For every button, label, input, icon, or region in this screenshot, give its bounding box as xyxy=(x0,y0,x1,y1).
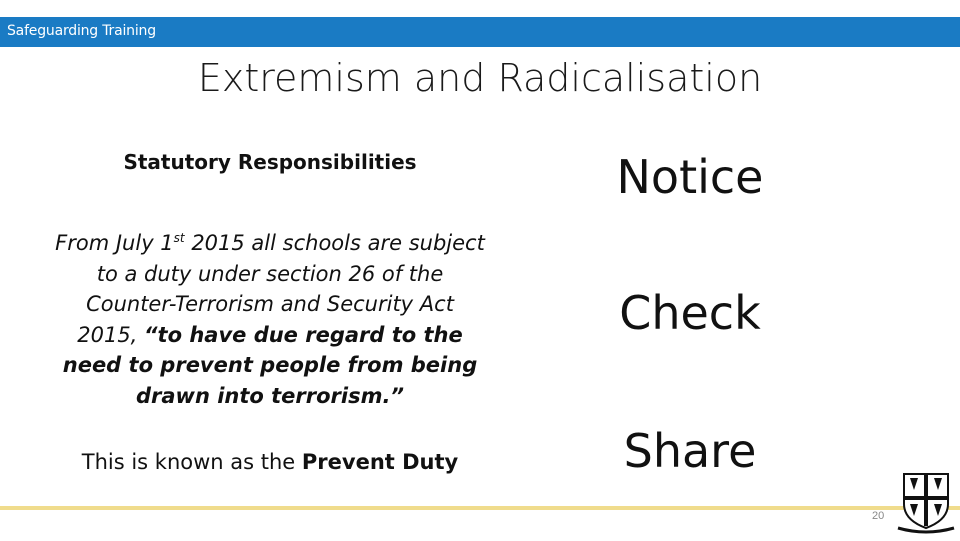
statutory-text-part1: From July 1 xyxy=(55,231,174,255)
ordinal-suffix: st xyxy=(173,231,185,245)
slide-title: Extremism and Radicalisation xyxy=(197,56,763,100)
action-check: Check xyxy=(619,286,761,340)
statutory-text xyxy=(55,228,485,411)
action-notice: Notice xyxy=(616,150,764,204)
prevent-duty-prefix: This is known as the xyxy=(81,450,302,474)
school-crest-icon xyxy=(896,470,956,536)
prevent-duty-line xyxy=(55,450,485,474)
header-label: Safeguarding Training xyxy=(7,23,156,39)
action-share: Share xyxy=(623,424,757,478)
statutory-quote: “to have due regard to the need to prevent people from being drawn into terrorism.” xyxy=(62,322,478,408)
section-heading: Statutory Responsibilities xyxy=(123,150,417,174)
header-bar xyxy=(0,17,960,47)
page-number: 20 xyxy=(872,510,885,522)
prevent-duty-name: Prevent Duty xyxy=(301,450,459,474)
statutory-text-part2: 2015 all schools are subject to a duty under section 26 of the Counter-Terrorism and Security Act 2015, xyxy=(77,231,485,347)
footer-rule xyxy=(0,506,960,510)
